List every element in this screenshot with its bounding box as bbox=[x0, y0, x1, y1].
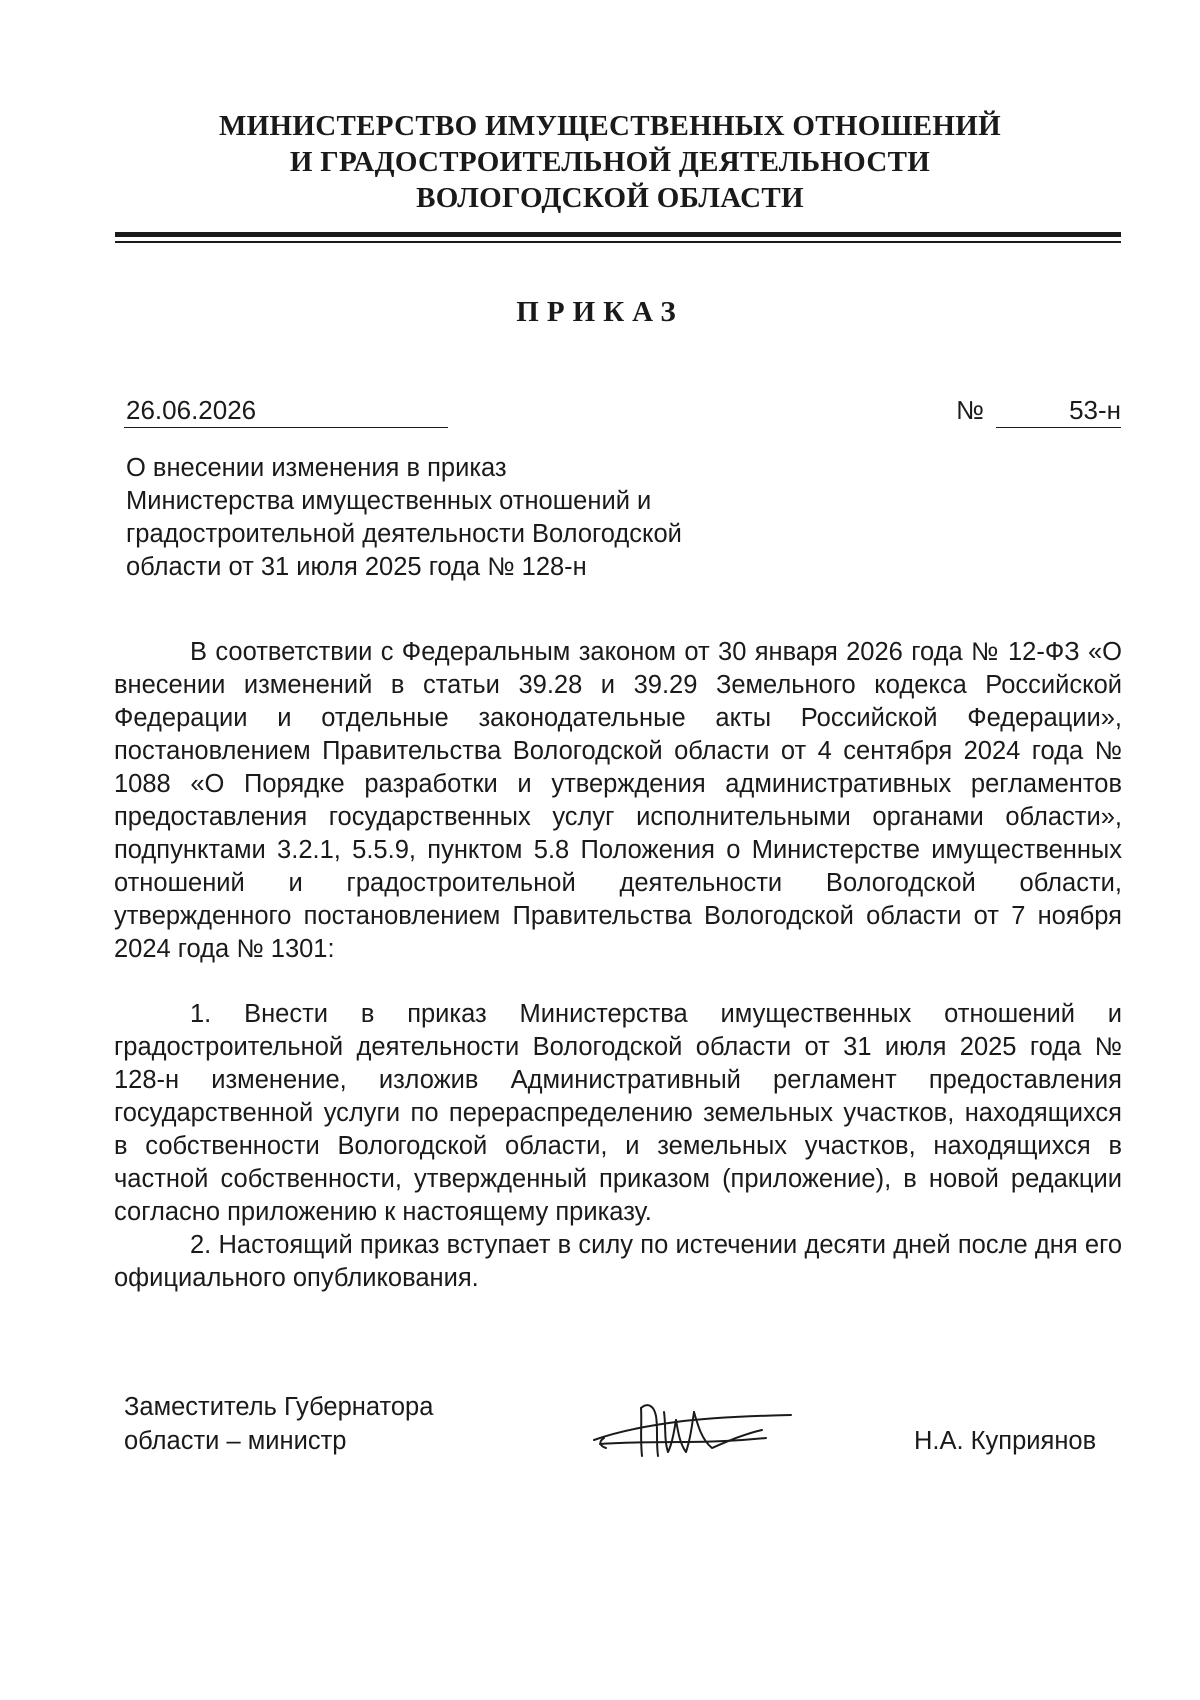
document-type-title: ПРИКАЗ bbox=[516, 296, 684, 328]
order-item-2: 2. Настоящий приказ вступает в силу по истечении десяти дней после дня его официального опубликования. bbox=[114, 1231, 1122, 1292]
ministry-line-2: И ГРАДОСТРОИТЕЛЬНОЙ ДЕЯТЕЛЬНОСТИ bbox=[289, 146, 931, 178]
number-sign: № bbox=[956, 395, 984, 425]
signer-position-line-2: области – министр bbox=[124, 1427, 347, 1455]
document-number: 53-н bbox=[996, 393, 1121, 428]
order-item-1: 1. Внести в приказ Министерства имущественных отношений и градостроительной деятельности Вологодской области от 31 июля 2025 года № 128-н изменение, изложив Административный регламент предоставления государственной услуги по перераспределению земельных участков, находящихся в собственности Вологодской области, и земельных участков, находящихся в частной собственности, утвержденный приказом (приложение), в новой редакции согласно приложению к настоящему приказу. bbox=[114, 1000, 1122, 1226]
handwritten-signature bbox=[586, 1382, 806, 1482]
header-rule-thick bbox=[115, 232, 1121, 237]
document-date: 26.06.2026 bbox=[124, 393, 448, 428]
signer-position-line-1: Заместитель Губернатора bbox=[124, 1393, 434, 1421]
subject-line-4: области от 31 июля 2025 года № 128-н bbox=[126, 553, 587, 581]
subject-line-1: О внесении изменения в приказ bbox=[126, 454, 507, 482]
ministry-line-1: МИНИСТЕРСТВО ИМУЩЕСТВЕННЫХ ОТНОШЕНИЙ bbox=[218, 110, 1001, 142]
header-rule-thin bbox=[115, 241, 1121, 243]
ministry-line-3: ВОЛОГОДСКОЙ ОБЛАСТИ bbox=[416, 182, 804, 214]
signer-position bbox=[124, 1390, 433, 1458]
signer-name: Н.А. Куприянов bbox=[914, 1427, 1097, 1455]
preamble-paragraph: В соответствии с Федеральным законом от 30 января 2026 года № 12-ФЗ «О внесении изменений в статьи 39.28 и 39.29 Земельного кодекса Российской Федерации и отдельные законодательные акты Российской Федерации», постановлением Правительства Вологодской области от 4 сентября 2024 года № 1088 «О Порядке разработки и утверждения административных регламентов предоставления государственных услуг исполнительными органами области», подпунктами 3.2.1, 5.5.9, пунктом 5.8 Положения о Министерстве имущественных отношений и градостроительной деятельности Вологодской области, утвержденного постановлением Правительства Вологодской области от 7 ноября 2024 года № 1301: bbox=[114, 638, 1122, 963]
document-subject bbox=[126, 452, 726, 584]
ministry-header bbox=[110, 108, 1110, 216]
subject-line-3: градостроительной деятельности Вологодской bbox=[126, 520, 682, 548]
subject-line-2: Министерства имущественных отношений и bbox=[126, 487, 652, 515]
